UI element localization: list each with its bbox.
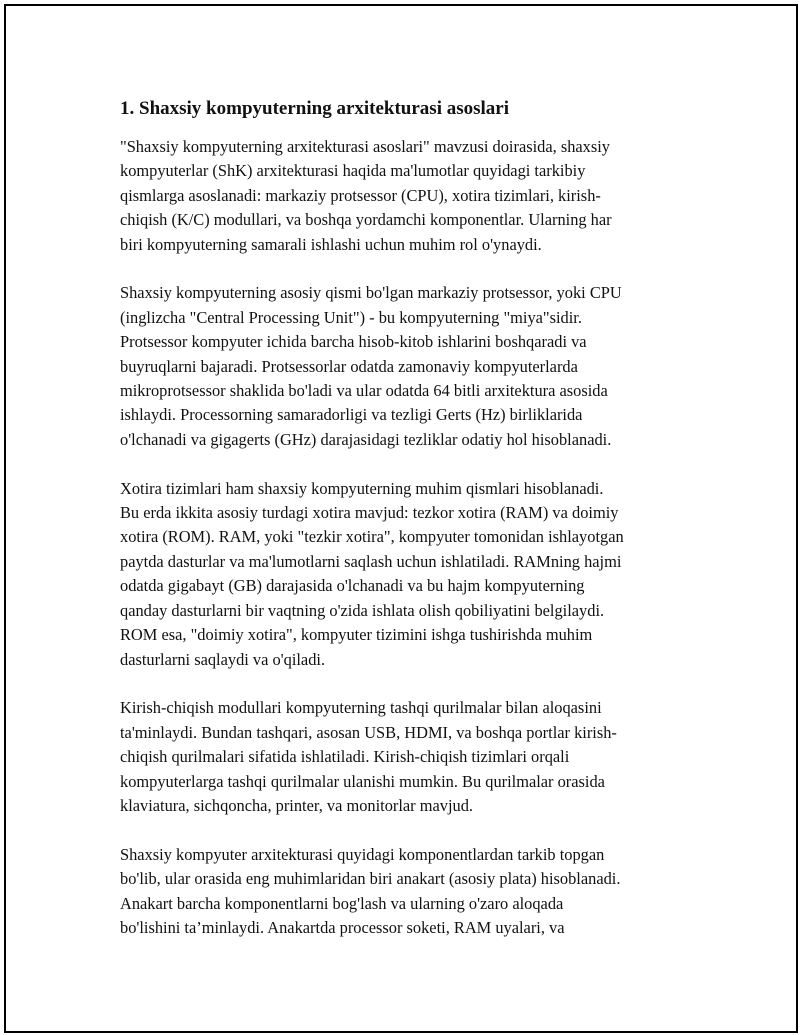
paragraph-intro: "Shaxsiy kompyuterning arxitekturasi asoslari" mavzusi doirasida, shaxsiy kompyuterlar (ShK) arxitekturasi haqida ma'lumotlar quyidagi tarkibiy qismlarga asoslanadi: markaziy protsessor (CPU), xotira tizimlari, kirish- chiqish (K/C) modullari, va boshqa yordamchi komponentlar. Ularning har biri kompyuterning samarali ishlashi uchun muhim rol o'ynaydi. xyxy=(120,137,612,254)
page-frame xyxy=(4,4,798,1033)
paragraph-memory: Xotira tizimlari ham shaxsiy kompyuterning muhim qismlari hisoblanadi. Bu erda ikkita asosiy turdagi xotira mavjud: tezkor xotira (RAM) va doimiy xotira (ROM). RAM, yoki "tezkir xotira", kompyuter tomonidan ishlayotgan paytda dasturlar va ma'lumotlarni saqlash uchun ishlatiladi. RAMning hajmi odatda gigabayt (GB) darajasida o'lchanadi va bu hajm kompyuterning qanday dasturlarni bir vaqtning o'zida ishlata olish qobiliyatini belgilaydi. ROM esa, "doimiy xotira", kompyuter tizimini ishga tushirishda muhim dasturlarni saqlaydi va o'qiladi. xyxy=(120,478,624,669)
paragraph-motherboard: Shaxsiy kompyuter arxitekturasi quyidagi komponentlardan tarkib topgan bo'lib, ular orasida eng muhimlaridan biri anakart (asosiy plata) hisoblanadi. Anakart barcha komponentlarni bog'lash va ularning o'zaro aloqada bo'lishini ta’minlaydi. Anakartda processor soketi, RAM uyalari, va xyxy=(120,844,621,937)
section-title: 1. Shaxsiy kompyuterning arxitekturasi asoslari xyxy=(120,98,510,119)
document-body xyxy=(120,97,695,965)
paragraph-io-modules: Kirish-chiqish modullari kompyuterning tashqi qurilmalar bilan aloqasini ta'minlaydi. Bundan tashqari, asosan USB, HDMI, va boshqa portlar kirish- chiqish qurilmalari sifatida ishlatiladi. Kirish-chiqish tizimlari orqali kompyuterlarga tashqi qurilmalar ulanishi mumkin. Bu qurilmalar orasida klaviatura, sichqoncha, printer, va monitorlar mavjud. xyxy=(120,698,617,815)
paragraph-cpu: Shaxsiy kompyuterning asosiy qismi bo'lgan markaziy protsessor, yoki CPU (inglizcha "Central Processing Unit") - bu kompyuterning "miya"sidir. Protsessor kompyuter ichida barcha hisob-kitob ishlarini boshqaradi va buyruqlarni bajaradi. Protsessorlar odatda zamonaviy kompyuterlarda mikroprotsessor shaklida bo'ladi va ular odatda 64 bitli arxitektura asosida ishlaydi. Processorning samaradorligi va tezligi Gerts (Hz) birliklarida o'lchanadi va gigagerts (GHz) darajasidagi tezliklar odatiy hol hisoblanadi. xyxy=(120,283,622,449)
